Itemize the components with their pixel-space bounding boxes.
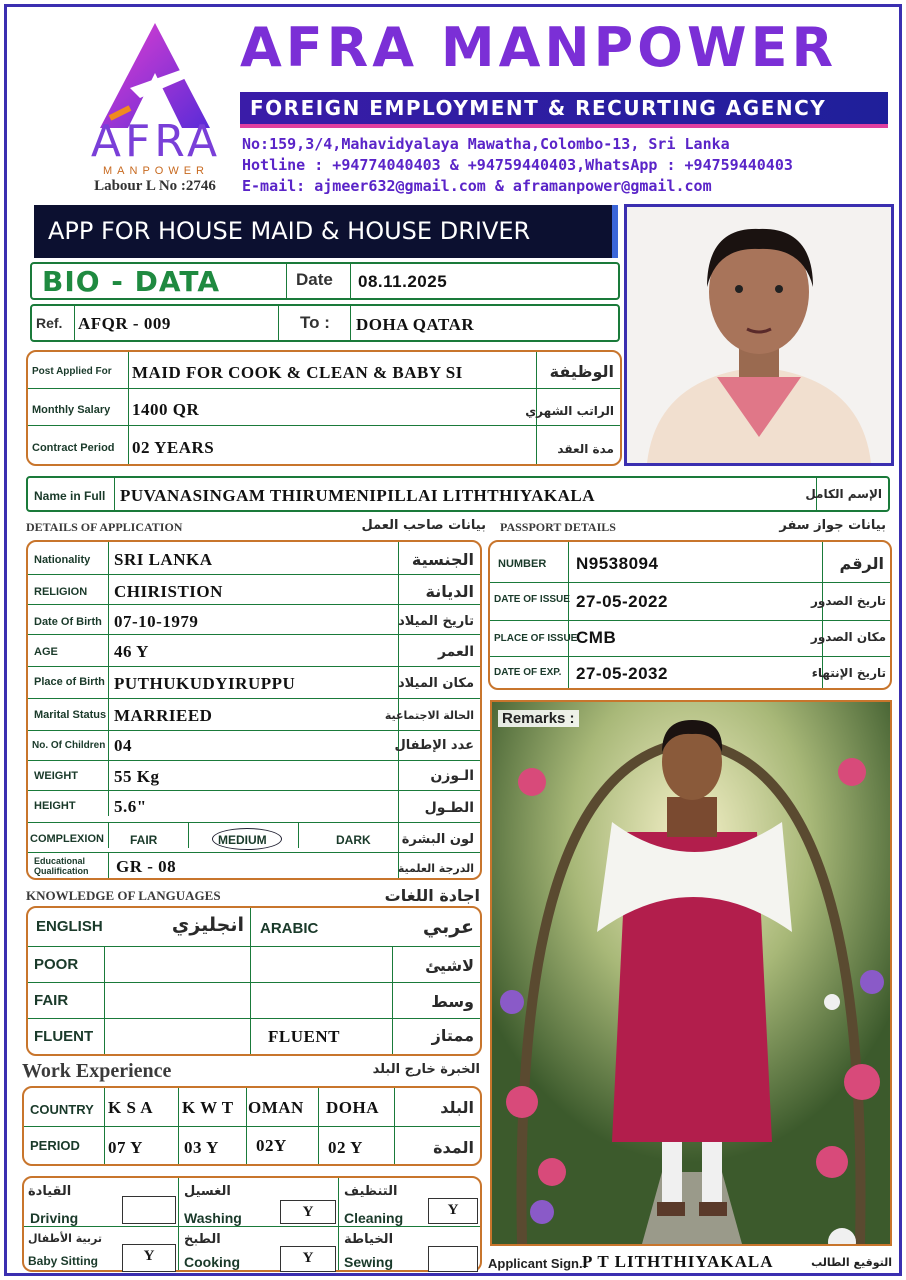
height-ar: الطـول <box>424 800 474 816</box>
expiry-label: DATE OF EXP. <box>494 667 562 678</box>
expiry-ar: تاريخ الإنتهاء <box>811 666 886 680</box>
name-label: Name in Full <box>34 489 106 503</box>
country-4: DOHA <box>326 1098 379 1117</box>
expiry-value: 27-05-2032 <box>576 664 668 683</box>
complexion-fair: FAIR <box>130 833 158 847</box>
signature-value: P T LITHTHIYAKALA <box>582 1252 774 1271</box>
period-1: 07 Y <box>108 1138 143 1157</box>
children-value: 04 <box>114 736 132 755</box>
nationality-label: Nationality <box>34 554 91 566</box>
driving-checkbox <box>122 1196 176 1224</box>
religion-value: CHIRISTION <box>114 582 223 601</box>
marital-ar: الحالة الاجتماعية <box>384 709 474 722</box>
contract-ar: مدة العقد <box>557 442 614 456</box>
remarks-label: Remarks : <box>498 710 579 727</box>
ref-value: AFQR - 009 <box>78 314 171 333</box>
salary-ar: الراتب الشهري <box>525 404 614 418</box>
issue-date-ar: تاريخ الصدور <box>811 594 886 608</box>
work-box <box>22 1086 482 1166</box>
children-label: No. Of Children <box>32 740 106 751</box>
issue-place-label: PLACE OF ISSUE <box>494 633 578 644</box>
education-label-1: Educational <box>34 856 86 866</box>
sewing-label: Sewing <box>344 1254 394 1270</box>
cleaning-ar: التنظيف <box>344 1184 398 1199</box>
section-application: DETAILS OF APPLICATION <box>26 520 183 534</box>
pob-label: Place of Birth <box>34 676 105 688</box>
period-label: PERIOD <box>30 1138 80 1153</box>
email: E-mail: ajmeer632@gmail.com & aframanpower@gmail.com <box>242 177 712 195</box>
period-4: 02 Y <box>328 1138 363 1157</box>
weight-label: WEIGHT <box>34 770 78 782</box>
children-ar: عدد الإطفال <box>394 738 474 753</box>
section-work-ar: الخبرة خارج البلد <box>372 1062 480 1077</box>
education-label-2: Qualification <box>34 866 89 876</box>
ref-row <box>30 304 620 342</box>
weight-value: 55 Kg <box>114 767 160 786</box>
tagline-banner <box>240 92 888 128</box>
fair-label: FAIR <box>34 992 69 1009</box>
fluent-ar: ممتاز <box>431 1026 474 1045</box>
period-ar: المدة <box>433 1138 474 1157</box>
washing-ar: الغسيل <box>184 1184 231 1199</box>
company-logo <box>70 18 240 198</box>
complexion-ar: لون البشرة <box>401 832 474 847</box>
date-label: Date <box>296 270 333 289</box>
religion-ar: الديانة <box>425 582 474 601</box>
sewing-checkbox <box>428 1246 478 1272</box>
height-label: HEIGHT <box>34 800 76 812</box>
education-ar: الدرجة العلمية <box>397 862 474 875</box>
date-value: 08.11.2025 <box>358 272 448 291</box>
hotline: Hotline : +94774040403 & +94759440403,WhatsApp : +94759440403 <box>242 156 793 174</box>
contract-label: Contract Period <box>32 442 115 454</box>
skills-box <box>22 1176 482 1272</box>
english-ar: انجليزي <box>171 914 244 936</box>
age-ar: العمر <box>437 644 474 660</box>
cooking-label: Cooking <box>184 1254 240 1270</box>
babysitting-ar: تربية الأطفال <box>28 1232 103 1245</box>
country-ar: البلد <box>440 1098 474 1117</box>
name-row <box>26 476 890 512</box>
salary-label: Monthly Salary <box>32 404 111 416</box>
biodata-header <box>30 262 620 300</box>
weight-ar: الـوزن <box>430 768 474 784</box>
english-label: ENGLISH <box>36 918 103 935</box>
marital-label: Marital Status <box>34 709 107 721</box>
full-body-photo <box>492 702 890 1244</box>
country-2: K W T <box>182 1098 234 1117</box>
biodata-title: BIO - DATA <box>42 265 221 298</box>
driving-label: Driving <box>30 1210 79 1226</box>
fair-ar: وسط <box>431 992 474 1011</box>
religion-label: RELIGION <box>34 586 88 598</box>
age-value: 46 Y <box>114 642 149 661</box>
contract-value: 02 YEARS <box>132 438 215 457</box>
complexion-medium: MEDIUM <box>218 833 267 847</box>
company-name: AFRA MANPOWER <box>240 16 838 79</box>
nationality-ar: الجنسية <box>411 550 474 569</box>
tagline: FOREIGN EMPLOYMENT & RECURTING AGENCY <box>250 96 827 120</box>
name-ar: الإسم الكامل <box>805 487 882 501</box>
washing-checkbox: Y <box>280 1200 336 1224</box>
issue-place-ar: مكان الصدور <box>810 630 886 644</box>
portrait-photo <box>624 204 894 466</box>
passport-number-ar: الرقم <box>839 554 884 573</box>
cooking-ar: الطبخ <box>184 1232 221 1247</box>
signature-ar: التوقيع الطالب <box>811 1256 892 1269</box>
to-label: To : <box>300 313 330 332</box>
post-applied-label: Post Applied For <box>32 366 112 377</box>
passport-box <box>488 540 892 690</box>
country-label: COUNTRY <box>30 1102 94 1117</box>
section-languages-ar: اجادة اللغات <box>384 886 480 905</box>
sewing-ar: الخياطة <box>344 1232 394 1247</box>
to-value: DOHA QATAR <box>356 315 475 334</box>
section-passport-ar: بيانات جواز سفر <box>779 518 886 533</box>
poor-label: POOR <box>34 956 79 973</box>
app-banner <box>34 205 618 258</box>
section-application-ar: بيانات صاحب العمل <box>361 518 486 533</box>
driving-ar: القيادة <box>28 1184 72 1199</box>
section-languages: KNOWLEDGE OF LANGUAGES <box>26 888 221 903</box>
salary-value: 1400 QR <box>132 400 200 419</box>
country-1: K S A <box>108 1098 154 1117</box>
complexion-dark: DARK <box>336 833 371 847</box>
dob-label: Date Of Birth <box>34 616 102 628</box>
remarks-photo <box>490 700 892 1246</box>
section-work: Work Experience <box>22 1060 172 1082</box>
arabic-ar: عربي <box>422 916 474 938</box>
passport-number-label: NUMBER <box>498 558 547 570</box>
app-banner-text: APP FOR HOUSE MAID & HOUSE DRIVER <box>48 217 531 245</box>
period-2: 03 Y <box>184 1138 219 1157</box>
pob-ar: مكان الميلاد <box>397 676 474 691</box>
signature-row <box>486 1250 896 1274</box>
passport-number-value: N9538094 <box>576 554 659 573</box>
logo-subtext: MANPOWER <box>103 165 209 177</box>
details-box <box>26 540 482 880</box>
age-label: AGE <box>34 646 58 658</box>
ref-label: Ref. <box>36 315 63 331</box>
post-box <box>26 350 622 466</box>
license-number: Labour L No :2746 <box>94 178 216 194</box>
signature-label: Applicant Sign.: <box>488 1256 587 1271</box>
cleaning-checkbox: Y <box>428 1198 478 1224</box>
post-applied-ar: الوظيفة <box>549 362 614 381</box>
languages-box <box>26 906 482 1056</box>
post-applied-value: MAID FOR COOK & CLEAN & BABY SI <box>132 363 463 382</box>
name-value: PUVANASINGAM THIRUMENIPILLAI LITHTHIYAKALA <box>120 486 596 505</box>
babysitting-checkbox: Y <box>122 1244 176 1272</box>
marital-value: MARRIEED <box>114 706 213 725</box>
section-passport: PASSPORT DETAILS <box>500 520 616 534</box>
washing-label: Washing <box>184 1210 242 1226</box>
issue-place-value: CMB <box>576 628 617 647</box>
dob-ar: تاريخ الميلاد <box>398 614 474 629</box>
arabic-fluent-value: FLUENT <box>268 1027 340 1046</box>
babysitting-label: Baby Sitting <box>28 1254 99 1268</box>
arabic-label: ARABIC <box>260 920 319 937</box>
issue-date-value: 27-05-2022 <box>576 592 668 611</box>
poor-ar: لاشيئ <box>425 956 474 975</box>
complexion-label: COMPLEXION <box>30 833 104 845</box>
period-3: 02Y <box>256 1136 287 1155</box>
dob-value: 07-10-1979 <box>114 612 199 631</box>
cleaning-label: Cleaning <box>344 1210 404 1226</box>
issue-date-label: DATE OF ISSUE <box>494 594 570 605</box>
address: No:159,3/4,Mahavidyalaya Mawatha,Colombo-13, Sri Lanka <box>242 135 730 153</box>
fluent-label: FLUENT <box>34 1028 94 1045</box>
logo-wordmark: AFRA <box>90 116 222 167</box>
cooking-checkbox: Y <box>280 1246 336 1272</box>
pob-value: PUTHUKUDYIRUPPU <box>114 674 296 693</box>
height-value: 5.6" <box>114 797 147 816</box>
country-3: OMAN <box>248 1098 304 1117</box>
nationality-value: SRI LANKA <box>114 550 213 569</box>
education-value: GR - 08 <box>116 857 177 876</box>
